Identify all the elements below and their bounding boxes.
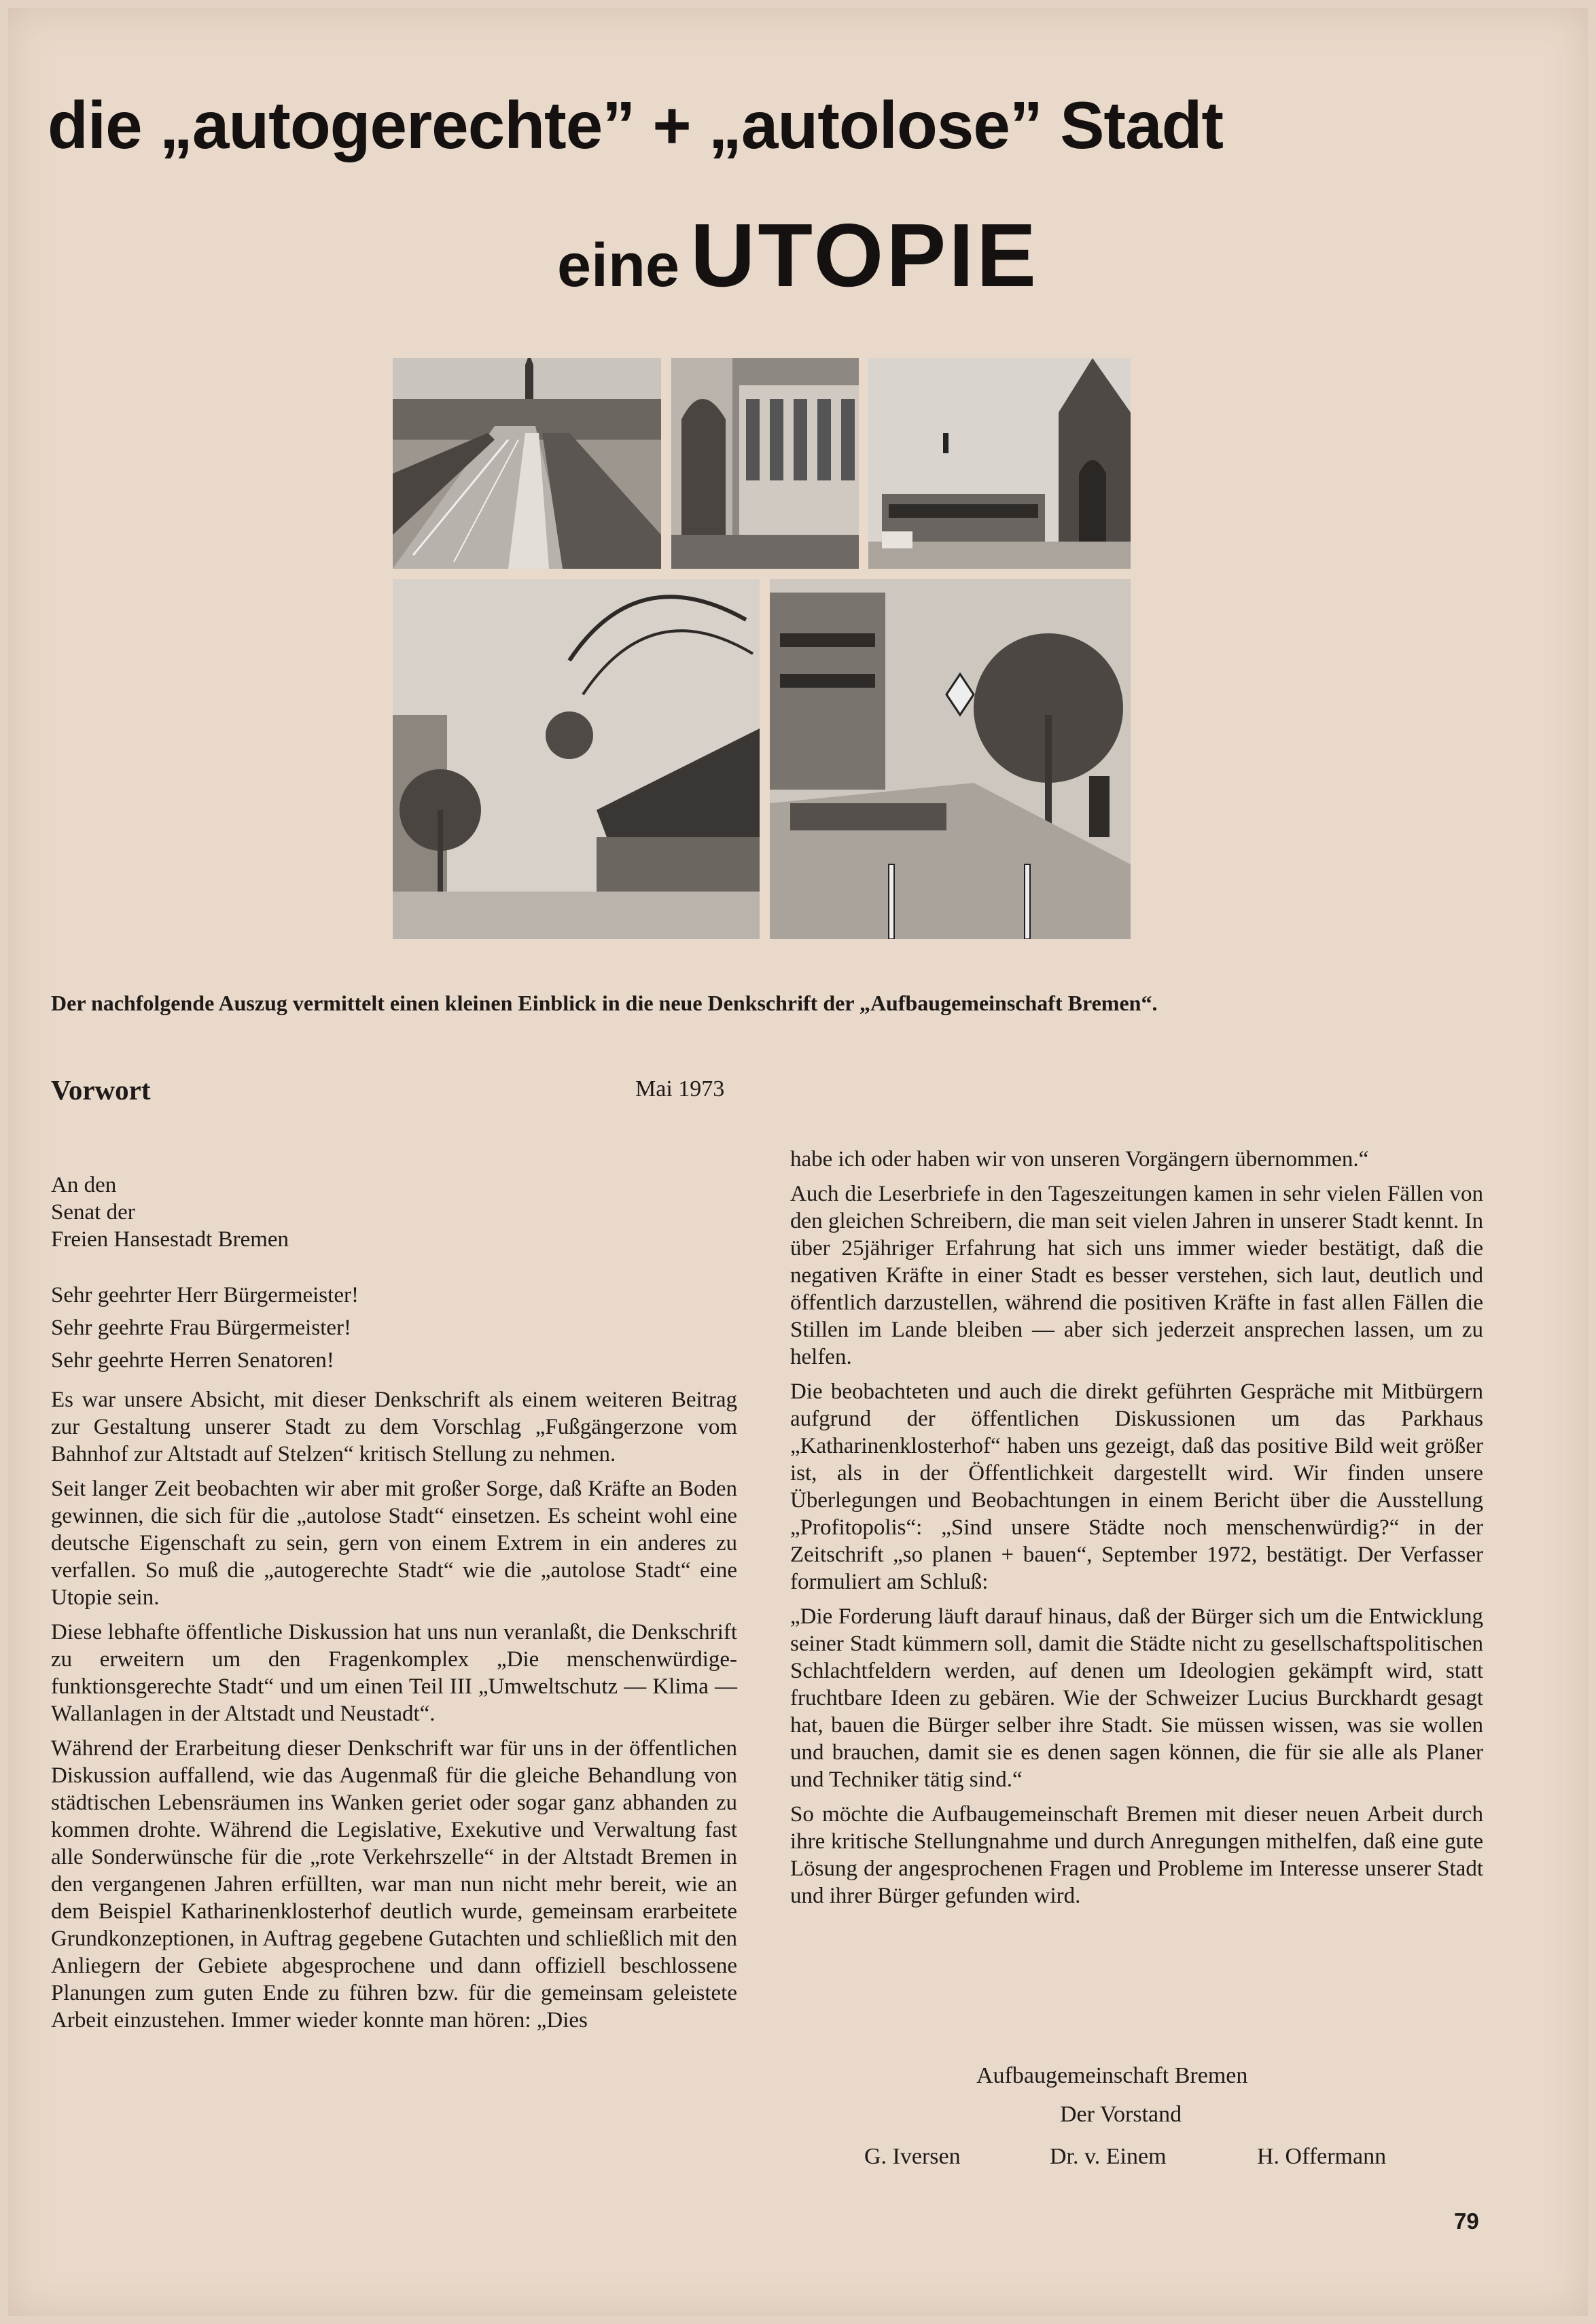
signatory-name: Dr. v. Einem [1050, 2144, 1167, 2169]
photo-arcade-building [671, 358, 859, 569]
headline-line-1: die „autogerechte” + „autolose” Stadt [48, 88, 1224, 162]
paragraph: Seit langer Zeit beobachten wir aber mit großer Sorge, daß Kräfte an Boden gewinnen, die sich für die „autolose Stadt“ einsetzen. Es scheint wohl eine deutsche Eigenschaft zu sein, gern von einem Extrem in ein anderes zu verfallen. So muß die „autogerechte Stadt“ wie die „autolose Stadt“ eine Utopie sein. [51, 1477, 737, 1610]
intro-note: Der nachfolgende Auszug vermittelt einen kleinen Einblick in die neue Denkschrift der „Aufbaugemeinschaft Bremen“. [51, 991, 1158, 1015]
paragraph: habe ich oder haben wir von unseren Vorgängern übernommen.“ [790, 1147, 1369, 1172]
text-column-right [790, 1146, 1483, 1917]
paragraph: Auch die Leserbriefe in den Tageszeitungen kamen in sehr vielen Fällen von den gleichen Schreibern, die man seit vielen Jahren in unserer Stadt kennt. In über 25jähriger Erfahrung hat sich uns immer wieder bestätigt, daß die negativen Kräfte in einer Stadt es besser verstehen, sich laut, deutlich und öffentlich darzustellen, während die positiven Kräfte in fast allen Fällen die Stillen im Lande bleiben — aber sich jederzeit ansprechen lassen, um zu helfen. [790, 1182, 1483, 1369]
address-line: Senat der [51, 1200, 135, 1225]
text-column-left [51, 1146, 737, 2041]
photo-street-with-church [868, 358, 1131, 569]
headline-line-2 [0, 204, 1596, 306]
signature-board: Der Vorstand [1060, 2102, 1182, 2127]
salutation: Sehr geehrter Herr Bürgermeister! [51, 1283, 359, 1307]
photo-pedestrian-zone [770, 579, 1131, 939]
address-line: Freien Hansestadt Bremen [51, 1227, 289, 1252]
salutation: Sehr geehrte Frau Bürgermeister! [51, 1316, 351, 1340]
paragraph: „Die Forderung läuft darauf hinaus, daß der Bürger sich um die Entwicklung seiner Stadt kümmern soll, damit die Städte nicht zu gesellschaftspolitischen Schlachtfeldern werden, auf denen um Ideologien gekämpft wird, statt fruchtbare Ideen zu gebären. Wie der Schweizer Lucius Burckhardt gesagt hat, bauen die Bürger selber ihre Stadt. Sie müssen wissen, was sie wollen und brauchen, damit sie es denen sagen können, die für sie alle als Planer und Techniker tätig sind.“ [790, 1604, 1483, 1792]
address-line: An den [51, 1173, 117, 1197]
letter-date: Mai 1973 [635, 1076, 725, 1102]
signature-organization: Aufbaugemeinschaft Bremen [976, 2063, 1248, 2088]
paragraph: Es war unsere Absicht, mit dieser Denkschrift als einem weiteren Beitrag zur Gestaltung unserer Stadt zu dem Vorschlag „Fußgängerzone vom Bahnhof zur Altstadt auf Stelzen“ kritisch Stellung zu nehmen. [51, 1388, 737, 1466]
paragraph: Während der Erarbeitung dieser Denkschrift war für uns in der öffentlichen Diskussion auffallend, wie das Augenmaß für die gleiche Behandlung von städtischen Lebensräumen ins Wanken geriet oder sogar ganz abhanden zu kommen drohte. Während die Legislative, Exekutive und Verwaltung fast alle Sonderwünsche für die „rote Verkehrszelle“ in der Altstadt Bremen in den vergangenen Jahren erfüllten, war man nun nicht mehr bereit, wie an dem Beispiel Katharinenklosterhof deutlich wurde, gemeinsam erarbeitete Grundkonzeptionen, in Auftrag gegebene Gutachten und schließlich mit den Anliegern der Gebiete abgesprochene und dann offiziell beschlossene Planungen zum guten Ende zu führen bzw. für die gemeinsam geleistete Arbeit einzustehen. Immer wieder konnte man hören: „Dies [51, 1736, 737, 2032]
photo-elevated-motorway [393, 358, 661, 569]
paragraph: So möchte die Aufbaugemeinschaft Bremen mit dieser neuen Arbeit durch ihre kritische Stellungnahme und durch Anregungen mithelfen, daß eine gute Lösung der angesprochenen Fragen und Probleme im Interesse unserer Stadt und ihrer Bürger gefunden wird. [790, 1802, 1483, 1908]
page-number: 79 [1454, 2208, 1479, 2234]
headline-utopie: UTOPIE [690, 205, 1040, 305]
signatory-name: H. Offermann [1257, 2144, 1387, 2169]
photo-pedestrian-arcade [393, 579, 760, 939]
salutation: Sehr geehrte Herren Senatoren! [51, 1348, 334, 1373]
section-heading-vorwort: Vorwort [51, 1074, 151, 1106]
paragraph: Diese lebhafte öffentliche Diskussion hat uns nun veranlaßt, die Denkschrift zu erweitern um den Fragenkomplex „Die menschenwürdige-funktionsgerechte Stadt“ und um einen Teil III „Umweltschutz — Klima — Wallanlagen in der Altstadt und Neustadt“. [51, 1620, 737, 1726]
paragraph: Die beobachteten und auch die direkt geführten Gespräche mit Mitbürgern aufgrund der öffentlichen Diskussionen um das Parkhaus „Katharinenklosterhof“ haben uns gezeigt, daß das positive Bild weit größer ist, als in der Öffentlichkeit dargestellt wird. Wir finden unsere Überlegungen und Beobachtungen in einem Bericht über die Ausstellung „Profitopolis“: „Sind unsere Städte noch menschenwürdig?“ in der Zeitschrift „so planen + bauen“, September 1972, bestätigt. Der Verfasser formuliert am Schluß: [790, 1379, 1483, 1594]
headline-eine: eine [556, 232, 680, 300]
signatory-name: G. Iversen [864, 2144, 961, 2169]
